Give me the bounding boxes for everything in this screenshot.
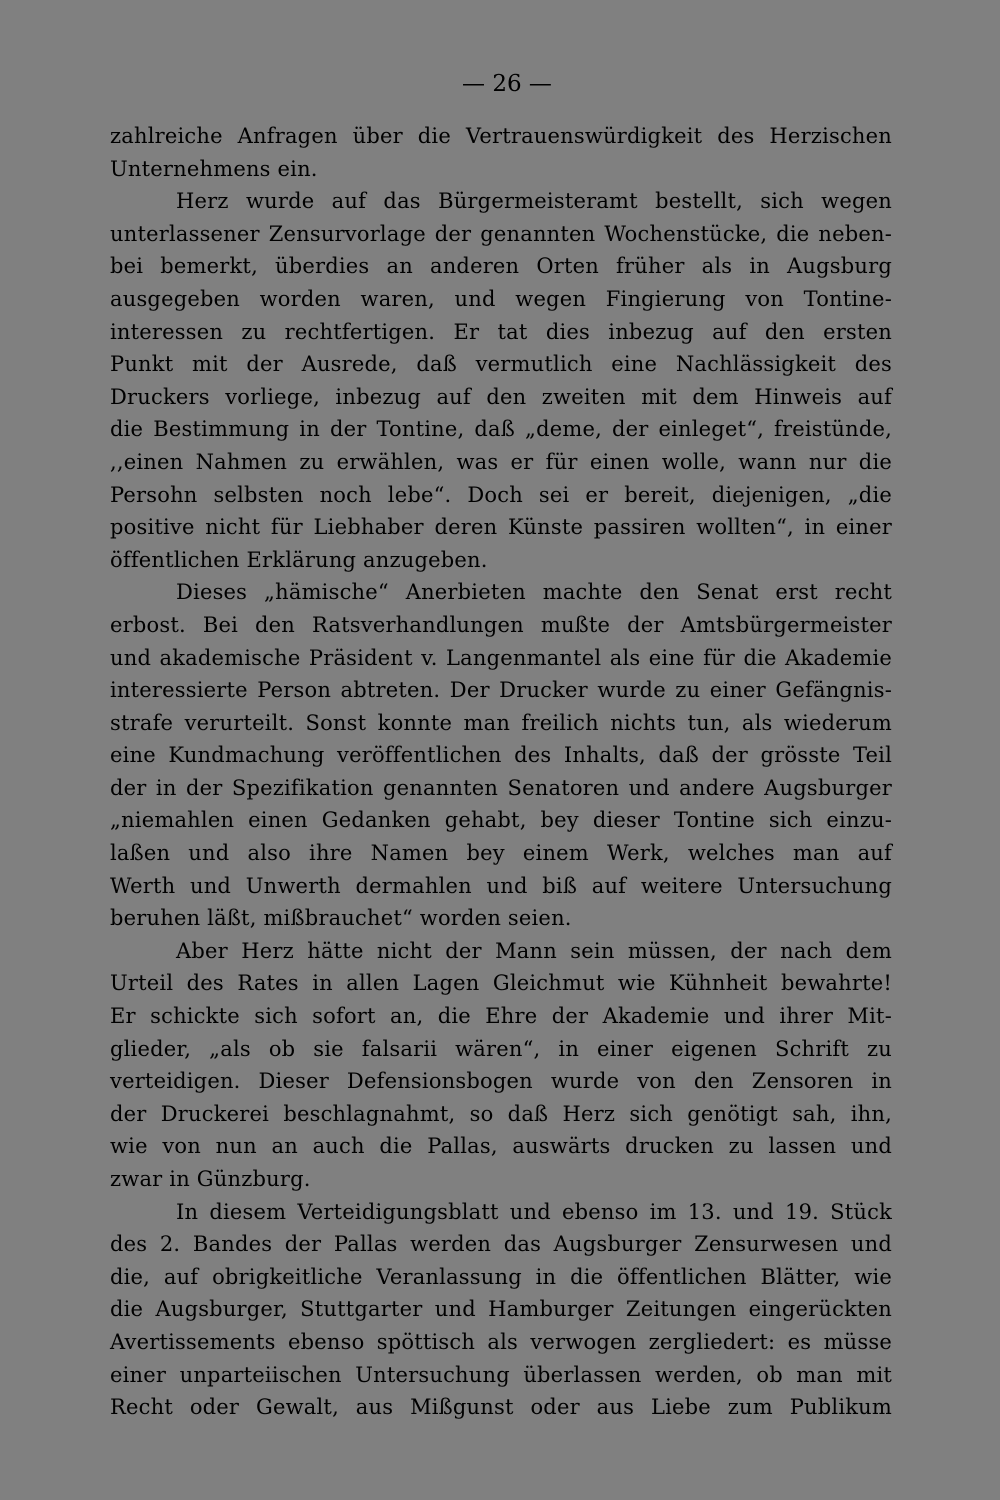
text-line: die, auf obrigkeitliche Veranlassung in die öffentlichen Blätter, wie — [110, 1264, 892, 1289]
text-line: laßen und also ihre Namen bey einem Werk, welches man auf — [110, 841, 892, 866]
text-line: die Augsburger, Stuttgarter und Hamburger Zeitungen eingerückten — [110, 1297, 892, 1322]
text-line: strafe verurteilt. Sonst konnte man freilich nichts tun, als wiederum — [110, 710, 892, 735]
text-line: öffentlichen Erklärung anzugeben. — [110, 547, 488, 572]
page-number: — 26 — — [462, 71, 552, 97]
text-line: Recht oder Gewalt, aus Mißgunst oder aus Liebe zum Publikum — [110, 1395, 892, 1420]
text-line: Herz wurde auf das Bürgermeisteramt bestellt, sich wegen — [176, 189, 892, 214]
text-line: die Bestimmung in der Tontine, daß „deme, der einleget“, freistünde, — [110, 417, 892, 442]
text-line: Werth und Unwerth dermahlen und biß auf weitere Untersuchung — [110, 873, 892, 898]
text-line: zwar in Günzburg. — [110, 1167, 311, 1191]
page-text-body — [110, 120, 892, 1424]
text-line: wie von nun an auch die Pallas, auswärts drucken zu lassen und — [110, 1134, 892, 1159]
text-line: Persohn selbsten noch lebe“. Doch sei er bereit, diejenigen, „die — [110, 482, 892, 507]
text-line: bei bemerkt, überdies an anderen Orten früher als in Augsburg — [110, 254, 892, 279]
text-line: ,,einen Nahmen zu erwählen, was er für einen wolle, wann nur die — [110, 449, 892, 474]
text-line: In diesem Verteidigungsblatt und ebenso im 13. und 19. Stück — [176, 1199, 892, 1224]
text-line: Avertissements ebenso spöttisch als verwogen zergliedert: es müsse — [110, 1329, 892, 1354]
text-line: Unternehmens ein. — [110, 156, 318, 181]
text-line: der Druckerei beschlagnahmt, so daß Herz sich genötigt sah, ihn, — [110, 1101, 892, 1126]
text-line: ausgegeben worden waren, und wegen Fingierung von Tontine- — [110, 286, 892, 311]
text-line: „niemahlen einen Gedanken gehabt, bey dieser Tontine sich einzu- — [110, 808, 892, 833]
text-line: Punkt mit der Ausrede, daß vermutlich eine Nachlässigkeit des — [110, 352, 892, 377]
text-line: Dieses „hämische“ Anerbieten machte den Senat erst recht — [176, 580, 892, 605]
text-line: der in der Spezifikation genannten Senatoren und andere Augsburger — [110, 775, 892, 800]
text-line: glieder, „als ob sie falsarii wären“, in einer eigenen Schrift zu — [110, 1036, 892, 1061]
text-line: verteidigen. Dieser Defensionsbogen wurde von den Zensoren in — [110, 1069, 892, 1094]
text-line: und akademische Präsident v. Langenmantel als eine für die Akademie — [110, 645, 892, 670]
text-line: des 2. Bandes der Pallas werden das Augsburger Zensurwesen und — [110, 1232, 892, 1257]
text-line: Urteil des Rates in allen Lagen Gleichmut wie Kühnheit bewahrte! — [110, 971, 892, 996]
text-line: positive nicht für Liebhaber deren Künste passiren wollten“, in einer — [110, 515, 892, 540]
text-line: Aber Herz hätte nicht der Mann sein müssen, der nach dem — [176, 938, 892, 963]
text-line: unterlassener Zensurvorlage der genannten Wochenstücke, die neben- — [110, 221, 892, 246]
text-line: interessen zu rechtfertigen. Er tat dies inbezug auf den ersten — [110, 319, 892, 344]
book-page — [110, 68, 892, 1424]
text-line: beruhen läßt, mißbrauchet“ worden seien. — [110, 906, 572, 931]
text-line: zahlreiche Anfragen über die Vertrauenswürdigkeit des Herzischen — [110, 124, 892, 148]
text-line: eine Kundmachung veröffentlichen des Inhalts, daß der grösste Teil — [110, 743, 892, 768]
text-line: Er schickte sich sofort an, die Ehre der Akademie und ihrer Mit- — [110, 1004, 892, 1029]
text-line: erbost. Bei den Ratsverhandlungen mußte der Amtsbürgermeister — [110, 612, 892, 637]
text-line: interessierte Person abtreten. Der Drucker wurde zu einer Gefängnis- — [110, 678, 892, 703]
text-line: Druckers vorliege, inbezug auf den zweiten mit dem Hinweis auf — [110, 384, 892, 409]
text-line: einer unparteiischen Untersuchung überlassen werden, ob man mit — [110, 1362, 892, 1387]
